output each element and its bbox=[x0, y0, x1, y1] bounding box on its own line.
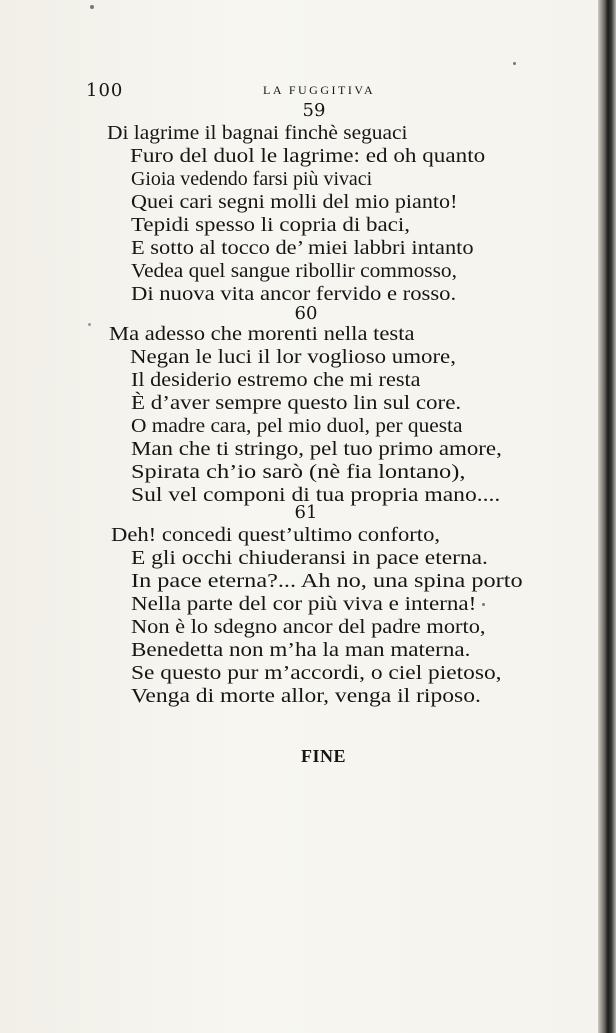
verse-line: Benedetta non m’ha la man materna. bbox=[131, 639, 471, 661]
end-mark: FINE bbox=[301, 746, 347, 766]
verse-line: Spirata ch’io sarò (nè fia lontano), bbox=[131, 461, 466, 483]
verse-line: Se questo pur m’accordi, o ciel pietoso, bbox=[131, 662, 502, 684]
verse-line: Nella parte del cor più viva e interna! bbox=[131, 593, 477, 615]
paper-speck bbox=[482, 603, 485, 606]
verse-line: Sul vel componi di tua propria mano.... bbox=[131, 484, 501, 506]
verse-line: Man che ti stringo, pel tuo primo amore, bbox=[131, 438, 502, 460]
verse-line: Furo del duol le lagrime: ed oh quanto bbox=[130, 145, 486, 167]
verse-line: E gli occhi chiuderansi in pace eterna. bbox=[131, 547, 488, 569]
verse-line: Venga di morte allor, venga il riposo. bbox=[131, 685, 481, 707]
verse-line: Il desiderio estremo che mi resta bbox=[131, 369, 421, 391]
verse-line: È d’aver sempre questo lin sul core. bbox=[131, 392, 462, 414]
paper-speck bbox=[513, 62, 516, 65]
verse-line: O madre cara, pel mio duol, per questa bbox=[131, 415, 463, 437]
stanza-number-60: 60 bbox=[294, 303, 318, 324]
stanza-number-61: 61 bbox=[294, 502, 318, 523]
verse-line: Non è lo sdegno ancor del padre morto, bbox=[131, 616, 486, 638]
paper-speck bbox=[90, 5, 94, 9]
verse-line: Deh! concedi quest’ultimo conforto, bbox=[111, 524, 441, 546]
stanza-number-59: 59 bbox=[302, 100, 326, 121]
verse-line: Negan le luci il lor voglioso umore, bbox=[130, 346, 456, 368]
verse-line: Tepidi spesso li copria di baci, bbox=[131, 214, 410, 236]
running-title: LA FUGGITIVA bbox=[263, 83, 376, 97]
verse-line: Ma adesso che morenti nella testa bbox=[109, 323, 415, 345]
verse-line: In pace eterna?... Ah no, una spina porto bbox=[131, 570, 523, 592]
verse-line: Quei cari segni molli del mio pianto! bbox=[131, 191, 458, 213]
book-spine-edge bbox=[598, 0, 616, 1033]
paper-speck bbox=[88, 323, 91, 326]
page-number: 100 bbox=[86, 80, 124, 101]
verse-line: E sotto al tocco de’ miei labbri intanto bbox=[131, 237, 474, 259]
verse-line: Vedea quel sangue ribollir commosso, bbox=[131, 260, 457, 282]
verse-line: Di nuova vita ancor fervido e rosso. bbox=[131, 283, 457, 305]
verse-line: Gioia vedendo farsi più vivaci bbox=[131, 168, 373, 190]
verse-line: Di lagrime il bagnai finchè seguaci bbox=[107, 122, 408, 144]
